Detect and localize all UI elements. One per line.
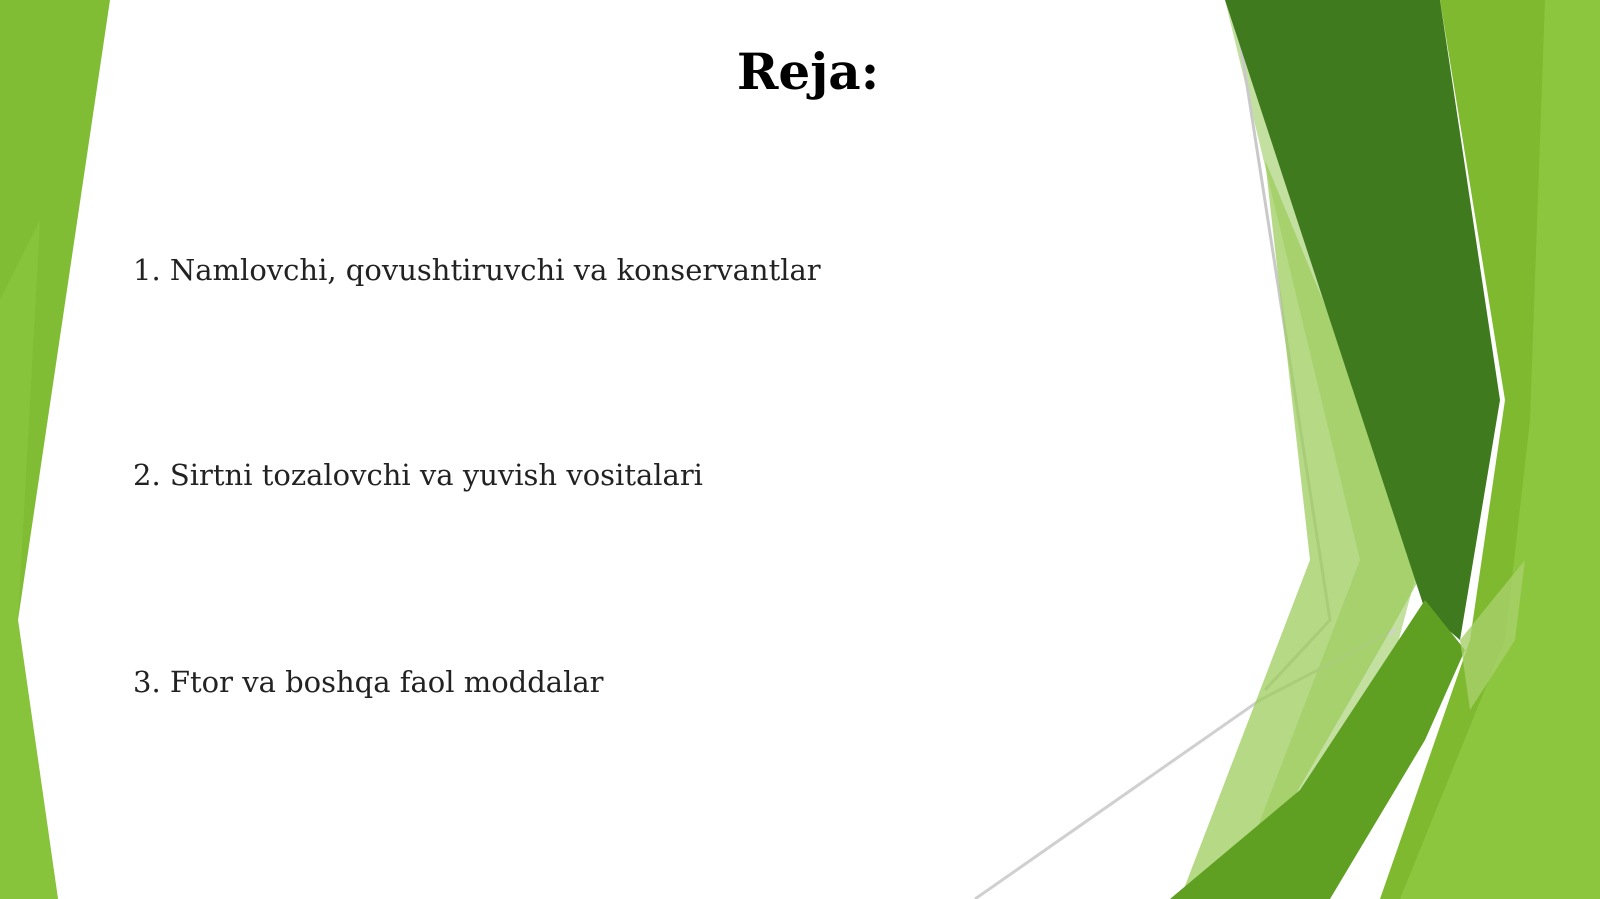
- slide-title: Reja:: [736, 42, 880, 101]
- plan-item-2: 2. Sirtni tozalovchi va yuvish vositalari: [133, 458, 703, 492]
- plan-item-3: 3. Ftor va boshqa faol moddalar: [133, 665, 604, 699]
- plan-item-1: 1. Namlovchi, qovushtiruvchi va konservantlar: [133, 253, 821, 287]
